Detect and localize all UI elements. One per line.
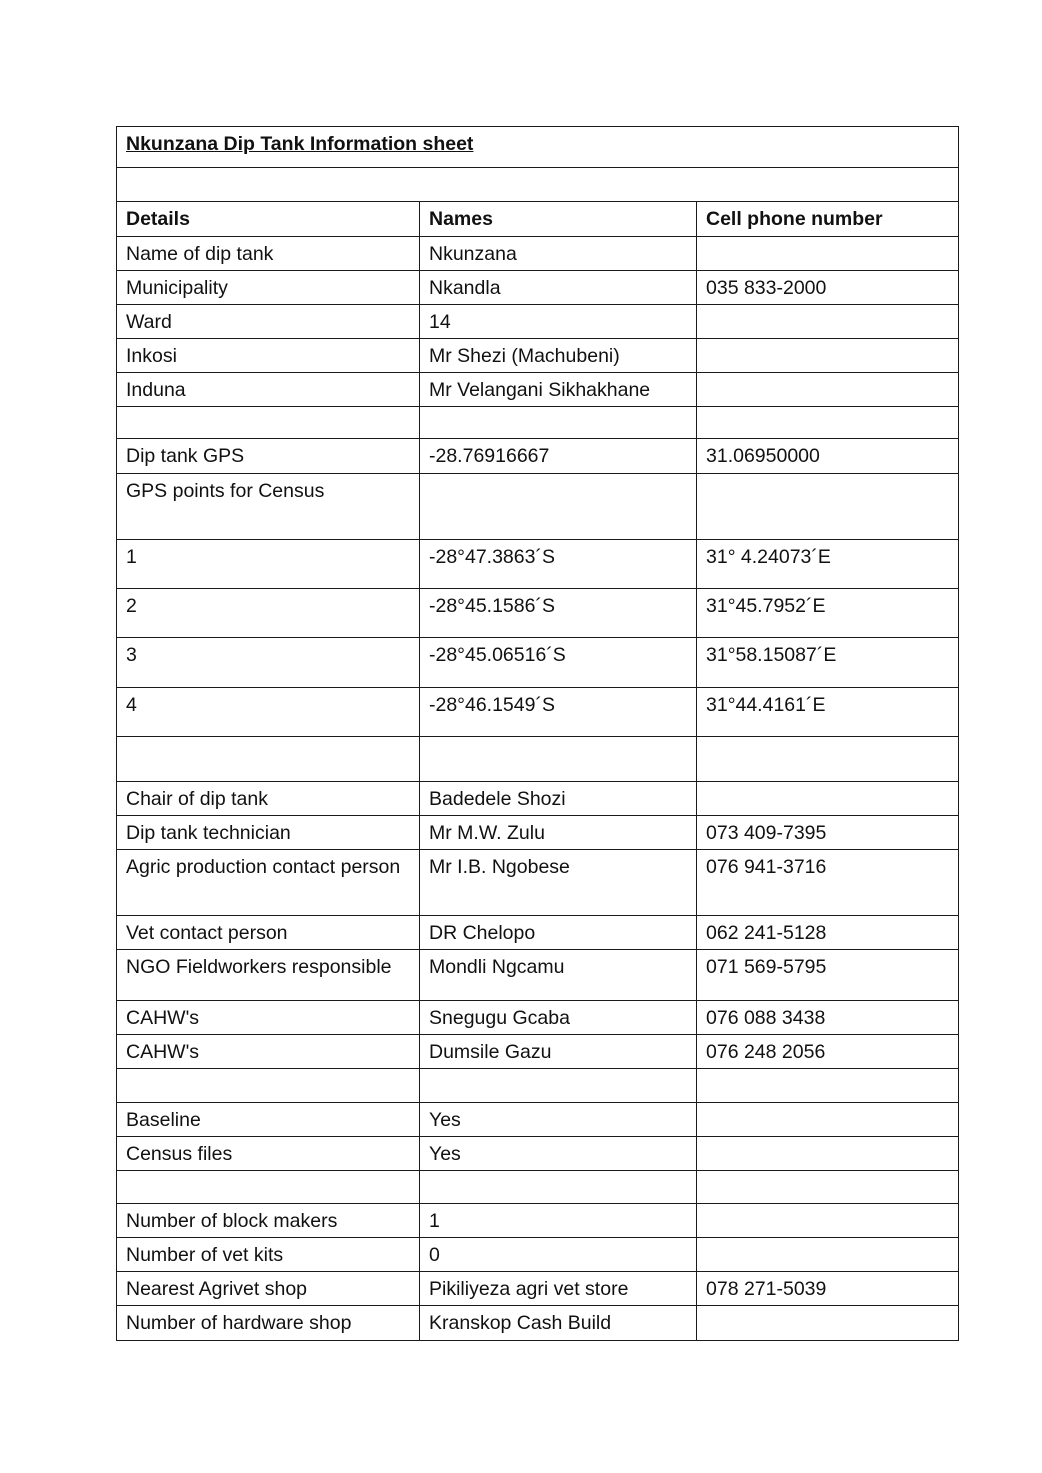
name-cell: Nkandla [420,271,697,305]
phone-cell [697,373,959,407]
table-row [117,305,959,339]
table-row [117,688,959,737]
phone-cell: 31.06950000 [697,439,959,474]
detail-cell: Number of block makers [117,1204,420,1238]
name-cell: Dumsile Gazu [420,1035,697,1069]
name-cell: -28.76916667 [420,439,697,474]
header-row [117,202,959,237]
phone-cell [697,1103,959,1137]
detail-cell: 4 [117,688,420,737]
phone-cell [697,407,959,439]
phone-cell [697,305,959,339]
name-cell: Snegugu Gcaba [420,1001,697,1035]
detail-cell: 2 [117,589,420,638]
phone-cell: 035 833-2000 [697,271,959,305]
table-row [117,373,959,407]
table-row [117,589,959,638]
detail-cell: Number of hardware shop [117,1306,420,1341]
detail-cell: Inkosi [117,339,420,373]
detail-cell [117,1069,420,1103]
table-row [117,339,959,373]
table-row [117,737,959,782]
table-row [117,638,959,688]
phone-cell [697,237,959,271]
table-row [117,1171,959,1204]
name-cell: DR Chelopo [420,916,697,950]
name-cell: Mr M.W. Zulu [420,816,697,850]
table-row [117,1204,959,1238]
detail-cell [117,407,420,439]
name-cell: Badedele Shozi [420,782,697,816]
detail-cell: Number of vet kits [117,1238,420,1272]
detail-cell: 3 [117,638,420,688]
detail-cell [117,1171,420,1204]
phone-cell [697,737,959,782]
detail-cell: 1 [117,540,420,589]
title-row [117,127,959,168]
table-row [117,1238,959,1272]
detail-cell: Dip tank GPS [117,439,420,474]
table-row [117,540,959,589]
table-row [117,1035,959,1069]
phone-cell: 076 088 3438 [697,1001,959,1035]
phone-cell [697,782,959,816]
column-header-details: Details [117,202,420,237]
phone-cell: 31°44.4161´E [697,688,959,737]
phone-cell: 31°58.15087´E [697,638,959,688]
detail-cell: NGO Fieldworkers responsible [117,950,420,1001]
name-cell: 14 [420,305,697,339]
name-cell [420,1069,697,1103]
phone-cell: 071 569-5795 [697,950,959,1001]
table-row [117,237,959,271]
name-cell: Mr Velangani Sikhakhane [420,373,697,407]
table-row [117,1272,959,1306]
table-row [117,1001,959,1035]
phone-cell [697,474,959,540]
detail-cell: Agric production contact person [117,850,420,916]
detail-cell: Municipality [117,271,420,305]
blank-row [117,168,959,202]
dip-tank-info-table [116,126,959,1341]
detail-cell: Ward [117,305,420,339]
table-row [117,782,959,816]
detail-cell: Census files [117,1137,420,1171]
detail-cell: Vet contact person [117,916,420,950]
phone-cell: 073 409-7395 [697,816,959,850]
name-cell: Mr Shezi (Machubeni) [420,339,697,373]
table-row [117,1069,959,1103]
detail-cell: GPS points for Census [117,474,420,540]
detail-cell: CAHW's [117,1001,420,1035]
table-row [117,850,959,916]
name-cell: Mr I.B. Ngobese [420,850,697,916]
column-header-cell-phone: Cell phone number [697,202,959,237]
name-cell [420,407,697,439]
phone-cell: 078 271-5039 [697,1272,959,1306]
detail-cell: Chair of dip tank [117,782,420,816]
name-cell: -28°47.3863´S [420,540,697,589]
phone-cell [697,1137,959,1171]
table-row [117,916,959,950]
name-cell: -28°46.1549´S [420,688,697,737]
name-cell: 0 [420,1238,697,1272]
phone-cell [697,1306,959,1341]
table-row [117,1306,959,1341]
detail-cell: Name of dip tank [117,237,420,271]
name-cell: -28°45.06516´S [420,638,697,688]
phone-cell: 076 248 2056 [697,1035,959,1069]
phone-cell: 062 241-5128 [697,916,959,950]
name-cell: 1 [420,1204,697,1238]
table-row [117,1137,959,1171]
table-row [117,439,959,474]
name-cell: Pikiliyeza agri vet store [420,1272,697,1306]
column-header-names: Names [420,202,697,237]
phone-cell [697,339,959,373]
phone-cell: 31°45.7952´E [697,589,959,638]
table-row [117,816,959,850]
phone-cell [697,1171,959,1204]
name-cell [420,1171,697,1204]
name-cell [420,474,697,540]
table-row [117,271,959,305]
name-cell: Yes [420,1103,697,1137]
detail-cell: Dip tank technician [117,816,420,850]
name-cell: Mondli Ngcamu [420,950,697,1001]
detail-cell: Baseline [117,1103,420,1137]
phone-cell: 31° 4.24073´E [697,540,959,589]
table-row [117,474,959,540]
sheet-title: Nkunzana Dip Tank Information sheet [117,127,959,168]
name-cell: Yes [420,1137,697,1171]
name-cell: Nkunzana [420,237,697,271]
phone-cell [697,1238,959,1272]
phone-cell: 076 941-3716 [697,850,959,916]
blank-cell [117,168,959,202]
name-cell: -28°45.1586´S [420,589,697,638]
table-row [117,407,959,439]
name-cell [420,737,697,782]
phone-cell [697,1204,959,1238]
name-cell: Kranskop Cash Build [420,1306,697,1341]
detail-cell [117,737,420,782]
phone-cell [697,1069,959,1103]
table-row [117,1103,959,1137]
detail-cell: Nearest Agrivet shop [117,1272,420,1306]
detail-cell: CAHW's [117,1035,420,1069]
detail-cell: Induna [117,373,420,407]
table-row [117,950,959,1001]
